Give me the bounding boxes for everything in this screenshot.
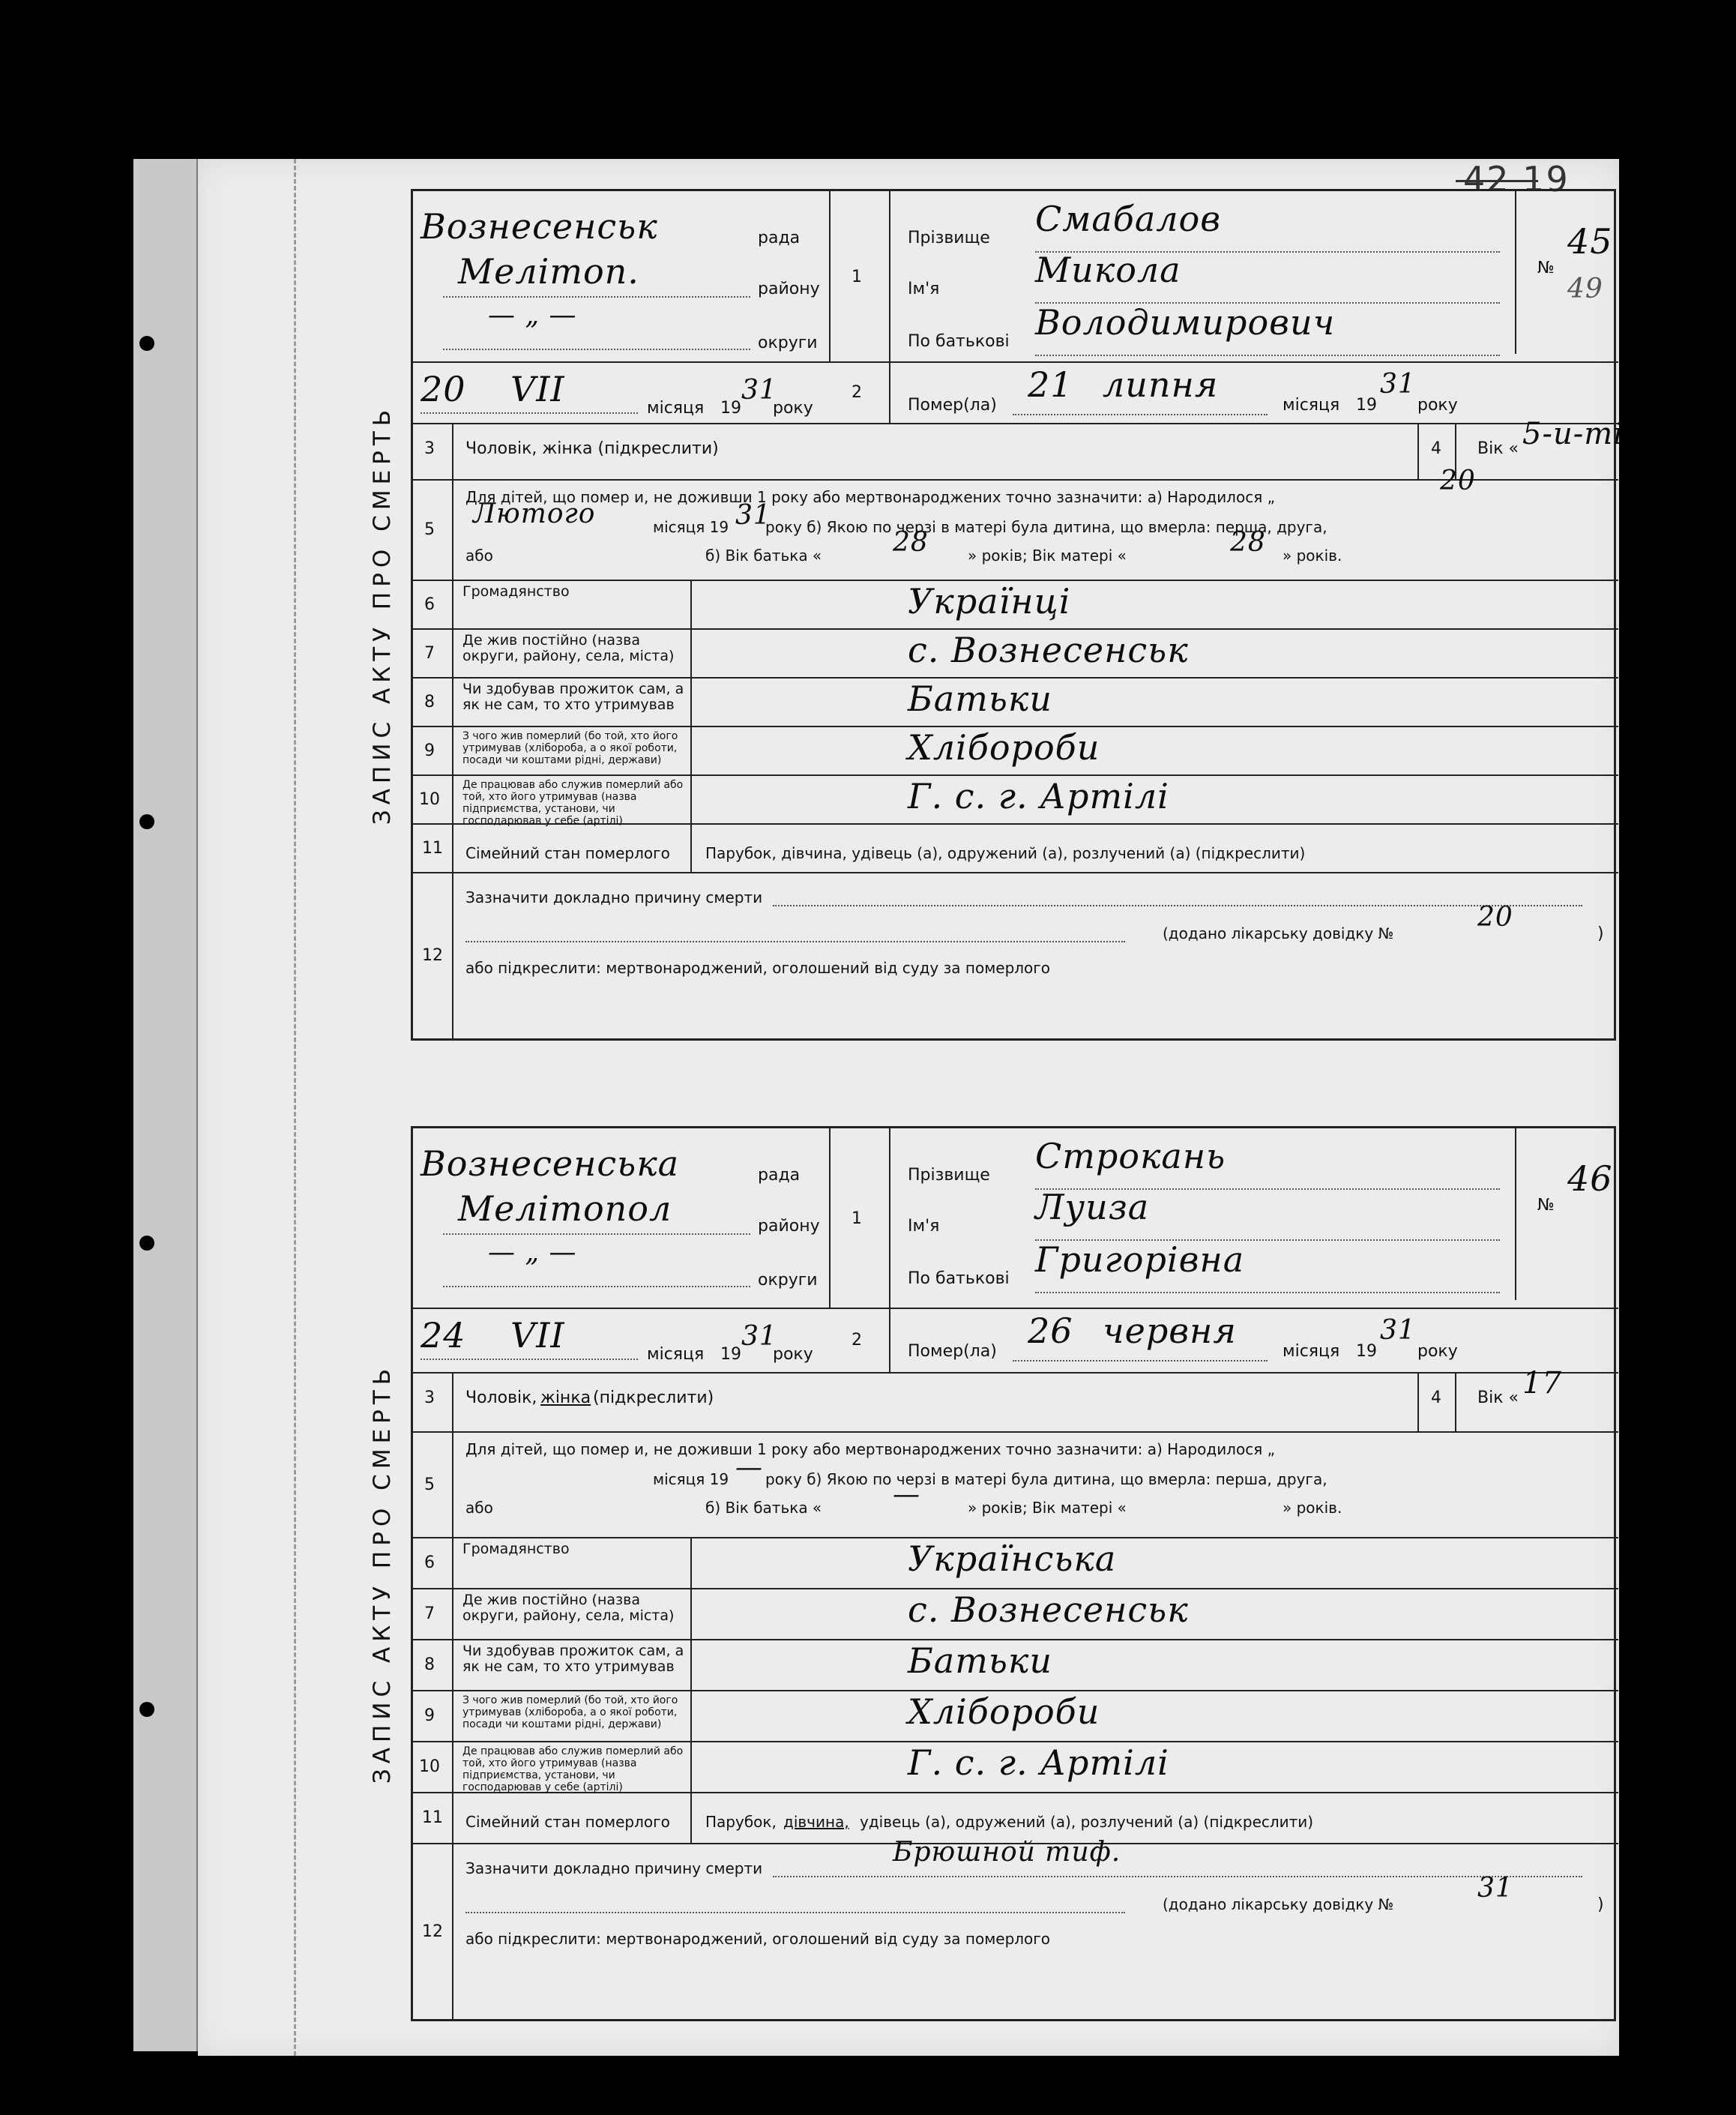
fill-line — [1013, 1360, 1268, 1362]
death-record-46 — [354, 1126, 1616, 2021]
certificate-no: 20 — [1477, 902, 1513, 933]
sex-label-c: (підкреслити) — [593, 1389, 714, 1407]
marital-a: Парубок, — [705, 1813, 777, 1831]
support-value: Батьки — [908, 679, 1052, 719]
fill-line — [465, 1912, 1125, 1913]
born-year: 31 — [735, 500, 771, 531]
age-value: 17 — [1522, 1366, 1562, 1401]
death-day: 21 — [1028, 364, 1073, 405]
reg-month: VII — [510, 369, 565, 409]
mother-age: 28 — [1230, 527, 1266, 558]
rule — [452, 423, 453, 1038]
field-7-label: Де жив постійно (назва округи, району, села, міста) — [462, 1592, 675, 1624]
age-label: Вік « — [1477, 439, 1519, 458]
rule — [413, 423, 1618, 424]
marital-b: дівчина, — [783, 1813, 849, 1831]
rule — [829, 1308, 1618, 1309]
year-prefix: 19 — [720, 399, 741, 418]
children-line-2a: місяця 19 — [653, 518, 729, 536]
field-7-number: 7 — [424, 644, 435, 663]
fill-line — [465, 941, 1125, 942]
patronymic-label: По батькові — [908, 332, 1010, 351]
residence-value: с. Вознесенськ — [908, 1589, 1189, 1630]
death-month: червня — [1103, 1311, 1237, 1351]
field-8-number: 8 — [424, 1655, 435, 1674]
raion-label: району — [758, 280, 820, 298]
field-9-number: 9 — [424, 741, 435, 760]
rule — [829, 1128, 831, 1308]
fill-line — [1035, 1188, 1500, 1190]
side-title — [354, 189, 411, 1041]
died-label: Помер(ла) — [908, 396, 997, 415]
rule — [690, 1537, 692, 1843]
field-6-number: 6 — [424, 1553, 435, 1572]
book-binding — [133, 159, 198, 2051]
side-title — [354, 1126, 411, 2021]
cause-value: Брюшной тиф. — [893, 1837, 1121, 1868]
certificate-label: (додано лікарську довідку № — [1163, 924, 1394, 942]
reg-year: 31 — [741, 375, 777, 406]
death-year: 31 — [1380, 1315, 1416, 1346]
children-line-3c: » років; Вік матері « — [968, 547, 1127, 565]
raion-value: Мелітоп. — [458, 251, 639, 292]
cause-label: Зазначити докладно причину смерти — [465, 888, 763, 906]
name-label: Ім'я — [908, 280, 940, 298]
binding-hole — [139, 1236, 154, 1251]
marital-label: Сімейний стан померлого — [465, 1813, 670, 1831]
citizenship-value: Українці — [908, 581, 1071, 622]
binding-hole — [139, 1702, 154, 1717]
field-8-label: Чи здобував прожиток сам, а як не сам, то хто утримував — [462, 681, 684, 713]
fill-line — [1035, 1239, 1500, 1241]
age-label: Вік « — [1477, 1389, 1519, 1407]
source-value: Хлібороби — [908, 727, 1100, 768]
name-value: Микола — [1035, 250, 1181, 290]
rule — [1417, 423, 1419, 479]
certificate-close: ) — [1597, 1895, 1604, 1914]
rule — [889, 191, 890, 423]
workplace-value: Г. с. г. Артілі — [908, 1742, 1169, 1783]
patronymic-label: По батькові — [908, 1269, 1010, 1288]
support-value: Батьки — [908, 1640, 1052, 1681]
rule — [829, 361, 1618, 363]
born-day: 20 — [1440, 466, 1476, 496]
children-line-3d: » років. — [1283, 1499, 1342, 1517]
field-10-number: 10 — [419, 1757, 440, 1776]
field-7-number: 7 — [424, 1604, 435, 1623]
death-month: липня — [1103, 364, 1219, 405]
stillborn-label: або підкреслити: мертвонароджений, оголошений від суду за померлого — [465, 959, 1051, 977]
born-month: Лютого — [473, 499, 596, 529]
rule — [829, 191, 831, 361]
fill-line — [1013, 414, 1268, 415]
rule — [1515, 191, 1516, 354]
fill-line — [773, 905, 1582, 906]
record-no-alt: 49 — [1567, 274, 1603, 304]
rada-label: рада — [758, 229, 801, 247]
rule — [413, 479, 1618, 481]
father-age: — — [893, 1479, 920, 1510]
month-label: місяця — [647, 1345, 705, 1364]
rule — [1417, 1372, 1419, 1431]
reg-year: 31 — [741, 1321, 777, 1352]
fill-line — [443, 349, 750, 350]
field-11-number: 11 — [422, 839, 443, 858]
fill-line — [1035, 302, 1500, 304]
patronymic-value: Володимирович — [1035, 302, 1336, 343]
field-2-number: 2 — [852, 1331, 862, 1350]
death-year-prefix: 19 — [1356, 396, 1377, 415]
reg-day: 20 — [421, 369, 466, 409]
source-value: Хлібороби — [908, 1691, 1100, 1732]
sex-label-b: жінка — [540, 1389, 591, 1407]
reg-day: 24 — [421, 1315, 466, 1356]
marital-label: Сімейний стан померлого — [465, 844, 670, 862]
cause-label: Зазначити докладно причину смерти — [465, 1859, 763, 1877]
father-age: 28 — [893, 527, 929, 558]
field-9-number: 9 — [424, 1706, 435, 1725]
record-no-value: 46 — [1567, 1158, 1613, 1199]
raion-value: Мелітопол — [458, 1188, 672, 1229]
children-line-3a: або — [465, 547, 493, 565]
field-1-number: 1 — [852, 1209, 862, 1228]
death-year-prefix: 19 — [1356, 1342, 1377, 1361]
field-10-label: Де працював або служив померлий або той, хто його утримував (назва підприємства, установи, чи господарював у себе (артілі) — [462, 779, 684, 827]
year-label: року — [773, 1345, 813, 1364]
rule — [889, 1128, 890, 1372]
fill-line — [421, 412, 638, 414]
field-1-number: 1 — [852, 268, 862, 286]
fill-line — [443, 1233, 750, 1235]
children-line-2b: року б) Якою по черзі в матері була дитина, що вмерла: перша, друга, — [765, 1470, 1327, 1488]
rule — [1515, 1128, 1516, 1300]
record-no-value: 45 — [1567, 221, 1613, 262]
surname-value: Строкань — [1035, 1136, 1226, 1176]
record-no-label: № — [1537, 1196, 1555, 1215]
workplace-value: Г. с. г. Артілі — [908, 776, 1169, 816]
month-label: місяця — [647, 399, 705, 418]
okruha-label: округи — [758, 334, 818, 352]
rule — [413, 872, 1618, 873]
certificate-close: ) — [1597, 924, 1604, 943]
field-12-number: 12 — [422, 946, 443, 965]
fill-line — [443, 1286, 750, 1287]
children-line-2a: місяця 19 — [653, 1470, 729, 1488]
children-line-2b: року б) Якою по черзі в матері була дитина, що вмерла: перша, друга, — [765, 518, 1327, 536]
okruha-value: — „ — — [488, 1237, 577, 1268]
field-6-label: Громадянство — [462, 1541, 570, 1557]
citizenship-value: Українська — [908, 1538, 1117, 1579]
children-line-3d: » років. — [1283, 547, 1342, 565]
death-year-label: року — [1417, 1342, 1458, 1361]
residence-value: с. Вознесенськ — [908, 630, 1189, 670]
fill-line — [1035, 1292, 1500, 1293]
fill-line — [773, 1876, 1582, 1877]
field-10-label: Де працював або служив померлий або той, хто його утримував (назва підприємства, установи, чи господарював у себе (артілі) — [462, 1745, 684, 1793]
fill-line — [421, 1359, 638, 1360]
side-title-text: ЗАПИС АКТУ ПРО СМЕРТЬ — [369, 1363, 396, 1784]
rada-label: рада — [758, 1166, 801, 1185]
children-line-3b: б) Вік батька « — [705, 1499, 822, 1517]
rule — [413, 1431, 1618, 1433]
stitch-line — [294, 159, 302, 2056]
rada-value: Вознесенська — [421, 1143, 680, 1184]
surname-label: Прізвище — [908, 229, 990, 247]
field-3-number: 3 — [424, 439, 435, 458]
certificate-no: 31 — [1477, 1873, 1513, 1904]
rule — [413, 1372, 1618, 1374]
death-month-label: місяця — [1283, 396, 1340, 415]
name-label: Ім'я — [908, 1217, 940, 1236]
surname-value: Смабалов — [1035, 199, 1222, 239]
children-line-3b: б) Вік батька « — [705, 547, 822, 565]
binding-hole — [139, 336, 154, 351]
okruha-value: — „ — — [488, 300, 577, 331]
death-day: 26 — [1028, 1311, 1073, 1351]
sex-label-a: Чоловік, — [465, 1389, 537, 1407]
death-year: 31 — [1380, 369, 1416, 400]
field-9-label: З чого жив померлий (бо той, хто його утримував (хлібороба, а о якої роботи, посади чи коштами рідні, держави) — [462, 1694, 678, 1730]
field-6-number: 6 — [424, 595, 435, 614]
stillborn-label: або підкреслити: мертвонароджений, оголошений від суду за померлого — [465, 1930, 1051, 1948]
rada-value: Вознесенськ — [421, 206, 658, 247]
field-8-label: Чи здобував прожиток сам, а як не сам, то хто утримував — [462, 1643, 684, 1675]
record-grid — [411, 1126, 1616, 2021]
children-line-1: Для дітей, що помер и, не доживши 1 року або мертвонароджених точно зазначити: а) Народилося „ — [465, 1440, 1275, 1458]
patronymic-value: Григорівна — [1035, 1239, 1245, 1280]
folio-corrected: 19 — [1522, 159, 1570, 199]
died-label: Помер(ла) — [908, 1342, 997, 1361]
marital-c: удівець (а), одружений (а), розлучений (а) (підкреслити) — [860, 1813, 1314, 1831]
field-7-label: Де жив постійно (назва округи, району, села, міста) — [462, 632, 675, 664]
year-label: року — [773, 399, 813, 418]
field-3-number: 3 — [424, 1389, 435, 1407]
children-line-1: Для дітей, що помер и, не доживши 1 року або мертвонароджених точно зазначити: а) Народилося „ — [465, 488, 1275, 506]
record-no-label: № — [1537, 259, 1555, 277]
fill-line — [1035, 355, 1500, 356]
marital-value: Парубок, дівчина, удівець (а), одружений (а), розлучений (а) (підкреслити) — [705, 844, 1306, 862]
field-9-label: З чого жив померлий (бо той, хто його утримував (хлібороба, а о якої роботи, посади чи коштами рідні, держави) — [462, 730, 678, 766]
fill-line — [443, 296, 750, 298]
raion-label: району — [758, 1217, 820, 1236]
field-12-number: 12 — [422, 1922, 443, 1941]
age-value: 5-и-ті — [1522, 417, 1624, 451]
rule — [1455, 1372, 1456, 1431]
death-month-label: місяця — [1283, 1342, 1340, 1361]
rule — [690, 580, 692, 872]
binding-hole — [139, 814, 154, 829]
field-8-number: 8 — [424, 693, 435, 711]
children-line-3a: або — [465, 1499, 493, 1517]
field-4-number: 4 — [1431, 1389, 1441, 1407]
folio-struck: 42 — [1463, 159, 1510, 199]
side-title-text: ЗАПИС АКТУ ПРО СМЕРТЬ — [369, 404, 396, 825]
record-grid — [411, 189, 1624, 1041]
okruha-label: округи — [758, 1271, 818, 1290]
rule — [452, 1372, 453, 2019]
field-5-number: 5 — [424, 1475, 435, 1494]
field-2-number: 2 — [852, 383, 862, 402]
name-value: Луиза — [1035, 1187, 1150, 1227]
field-6-label: Громадянство — [462, 583, 570, 600]
death-record-45 — [354, 189, 1624, 1041]
born-year: — — [735, 1452, 763, 1483]
children-line-3c: » років; Вік матері « — [968, 1499, 1127, 1517]
field-5-number: 5 — [424, 520, 435, 539]
field-10-number: 10 — [419, 790, 440, 809]
year-prefix: 19 — [720, 1345, 741, 1364]
field-11-number: 11 — [422, 1808, 443, 1827]
certificate-label: (додано лікарську довідку № — [1163, 1895, 1394, 1913]
fill-line — [1035, 251, 1500, 253]
field-4-number: 4 — [1431, 439, 1441, 458]
death-year-label: року — [1417, 396, 1458, 415]
surname-label: Прізвище — [908, 1166, 990, 1185]
sex-label: Чоловік, жінка (підкреслити) — [465, 439, 719, 458]
reg-month: VII — [510, 1315, 565, 1356]
